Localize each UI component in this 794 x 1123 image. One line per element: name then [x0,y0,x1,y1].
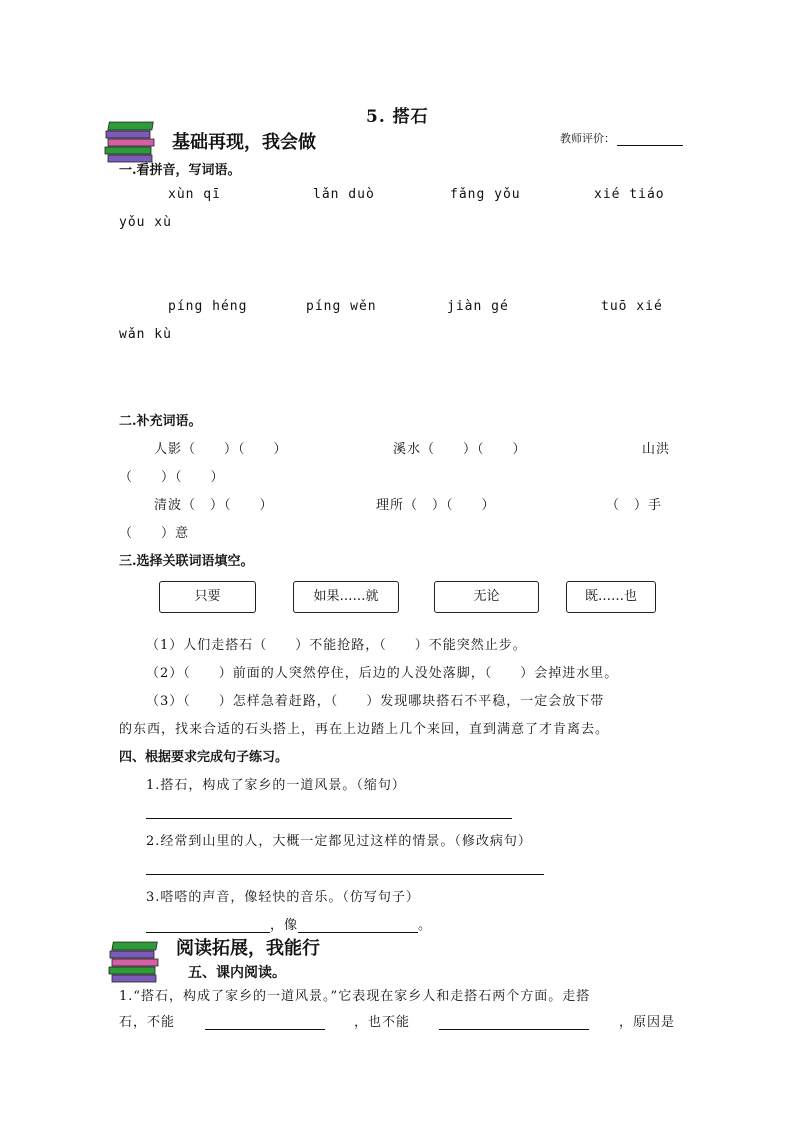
fill-word-6-cont[interactable]: （ ）意 [119,526,190,541]
book-stack-icon [102,118,160,164]
option-box-4: 既……也 [566,581,656,613]
imitation-blank-1[interactable] [146,918,270,933]
pinyin-8: jiàn gé [447,299,509,314]
pinyin-9: tuō xié [601,299,663,314]
answer-line-1[interactable] [146,818,512,819]
teacher-evaluation-blank[interactable] [617,134,683,146]
question-3-label: 三.选择关联词语填空。 [119,554,254,569]
question-2-label: 二.补充词语。 [119,414,202,429]
question-5-label: 五、课内阅读。 [188,965,286,981]
imitation-end: 。 [418,918,433,933]
pinyin-2: lǎn duò [313,187,375,202]
option-box-2: 如果……就 [293,581,399,613]
fill-word-5[interactable]: 理所（ ）（ ） [376,498,496,513]
q3-sentence-1[interactable]: （1）人们走搭石（ ）不能抢路，（ ）不能突然止步。 [146,638,527,653]
book-stack-icon-2 [106,938,164,984]
q5-mid: ，也不能 [353,1015,410,1030]
q5-blank-2[interactable] [439,1015,589,1030]
pinyin-5: yǒu xù [119,215,172,230]
q3-sentence-2[interactable]: （2）（ ）前面的人突然停住，后边的人没处落脚，（ ）会掉进水里。 [146,666,619,681]
option-box-3: 无论 [434,581,539,613]
imitation-connector: ，像 [270,918,299,933]
q4-imitation-line [146,914,432,933]
q4-task-3: 3.嗒嗒的声音，像轻快的音乐。（仿写句子） [146,890,420,905]
fill-word-3-cont[interactable]: （ ）（ ） [119,470,225,485]
pinyin-4: xié tiáo [594,187,665,202]
q3-sentence-3[interactable]: （3）（ ）怎样急着赶路，（ ）发现哪块搭石不平稳，一定会放下带 [146,694,605,709]
section-heading-reading: 阅读拓展，我能行 [176,938,320,959]
question-4-label: 四、根据要求完成句子练习。 [119,750,289,765]
fill-word-4[interactable]: 清波（ ）（ ） [154,498,274,513]
page-title: 5. 搭石 [366,107,429,127]
fill-word-2[interactable]: 溪水（ ）（ ） [393,442,527,457]
fill-word-3[interactable]: 山洪 [642,442,671,457]
question-1-label: 一.看拼音，写词语。 [119,163,241,178]
pinyin-7: píng wěn [306,299,377,314]
pinyin-1: xùn qī [168,187,221,202]
section-heading-basics: 基础再现，我会做 [172,132,316,153]
fill-word-1[interactable]: 人影（ ）（ ） [154,442,288,457]
q3-sentence-3-cont: 的东西，找来合适的石头搭上，再在上边踏上几个来回，直到满意了才肯离去。 [119,722,610,737]
q5-blank-1[interactable] [205,1015,325,1030]
q4-task-2: 2.经常到山里的人，大概一定都见过这样的情景。（修改病句） [146,834,532,849]
imitation-blank-2[interactable] [298,918,418,933]
fill-word-6[interactable]: （ ）手 [606,498,663,513]
pinyin-6: píng héng [168,299,248,314]
q4-task-1: 1.搭石，构成了家乡的一道风景。（缩句） [146,778,406,793]
q5-line-2 [119,1011,675,1030]
teacher-evaluation-label: 教师评价： [560,132,615,145]
q5-line-1: 1.“搭石，构成了家乡的一道风景。”它表现在家乡人和走搭石两个方面。走搭 [119,989,591,1004]
pinyin-10: wǎn kù [119,327,172,342]
teacher-evaluation [560,130,683,146]
option-box-1: 只要 [159,581,256,613]
q5-prefix: 石，不能 [119,1015,176,1030]
q5-suffix: ，原因是 [618,1015,675,1030]
pinyin-3: fǎng yǒu [450,187,521,202]
answer-line-2[interactable] [146,874,544,875]
